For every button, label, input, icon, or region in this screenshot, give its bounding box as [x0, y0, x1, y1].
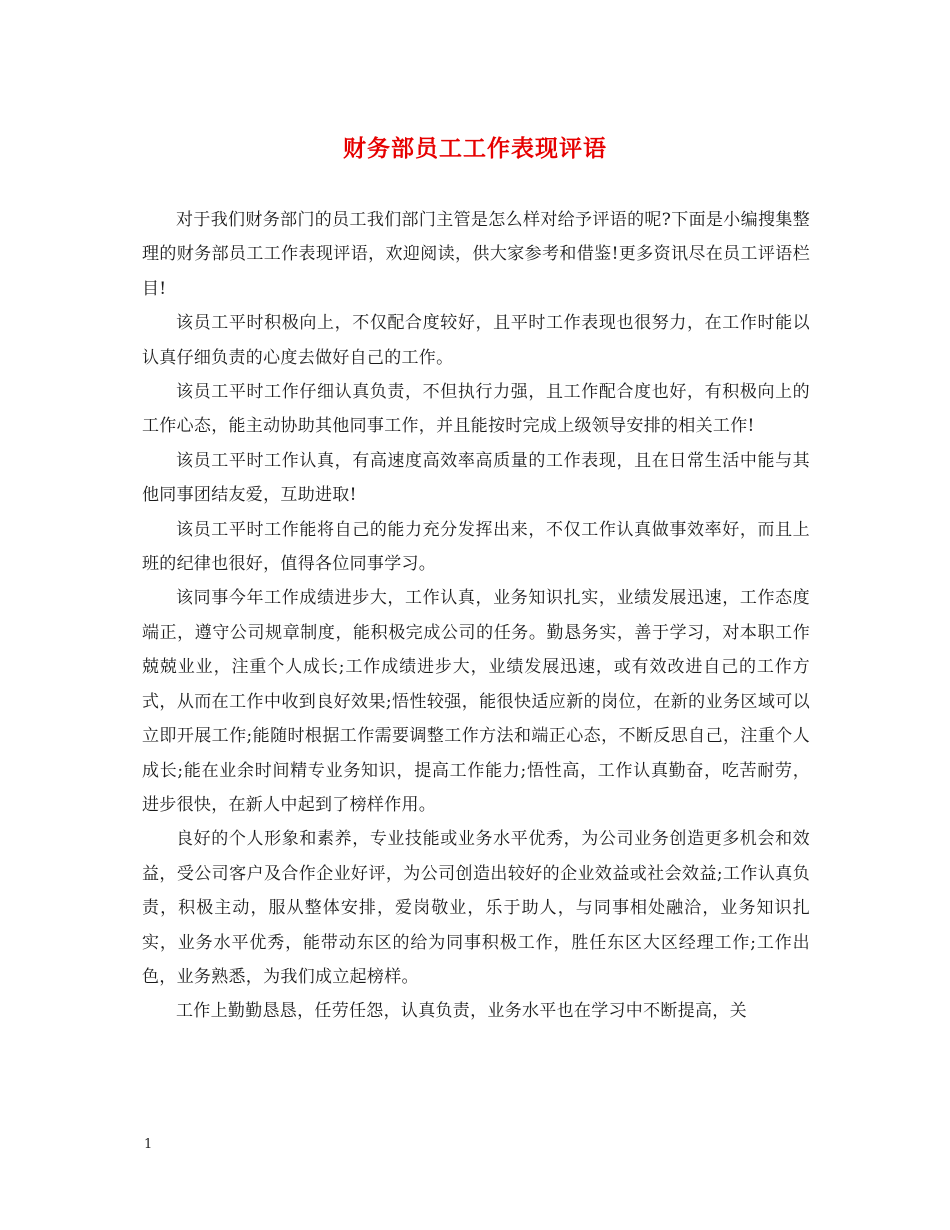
document-body [142, 203, 810, 1029]
paragraph-intro: 对于我们财务部门的员工我们部门主管是怎么样对给予评语的呢?下面是小编搜集整理的财务部员工工作表现评语，欢迎阅读，供大家参考和借鉴!更多资讯尽在员工评语栏目! [142, 210, 810, 299]
paragraph-comment-3: 该员工平时工作认真，有高速度高效率高质量的工作表现，且在日常生活中能与其他同事团结友爱，互助进取! [142, 450, 810, 506]
paragraph-comment-5: 该同事今年工作成绩进步大，工作认真，业务知识扎实，业绩发展迅速，工作态度端正，遵守公司规章制度，能积极完成公司的任务。勤恳务实，善于学习，对本职工作兢兢业业，注重个人成长;工作成绩进步大，业绩发展迅速，或有效改进自己的工作方式，从而在工作中收到良好效果;悟性较强，能很快适应新的岗位，在新的业务区域可以立即开展工作;能随时根据工作需要调整工作方法和端正心态，不断反思自己，注重个人成长;能在业余时间精专业务知识，提高工作能力;悟性高，工作认真勤奋，吃苦耐劳，进步很快，在新人中起到了榜样作用。 [142, 588, 810, 815]
paragraph-comment-1: 该员工平时积极向上，不仅配合度较好，且平时工作表现也很努力，在工作时能以认真仔细负责的心度去做好自己的工作。 [142, 313, 810, 368]
paragraph-comment-6: 良好的个人形象和素养，专业技能或业务水平优秀，为公司业务创造更多机会和效益，受公司客户及合作企业好评，为公司创造出较好的企业效益或社会效益;工作认真负责，积极主动，服从整体安排，爱岗敬业，乐于助人，与同事相处融洽，业务知识扎实，业务水平优秀，能带动东区的给为同事积极工作，胜任东区大区经理工作;工作出色，业务熟悉，为我们成立起榜样。 [142, 829, 810, 987]
page-number: 1 [144, 1137, 153, 1152]
document-title: 财务部员工工作表现评语 [343, 135, 607, 162]
paragraph-comment-2: 该员工平时工作仔细认真负责，不但执行力强，且工作配合度也好，有积极向上的工作心态，能主动协助其他同事工作，并且能按时完成上级领导安排的相关工作! [142, 382, 810, 437]
paragraph-comment-7: 工作上勤勤恳恳，任劳任怨，认真负责，业务水平也在学习中不断提高，关 [176, 1001, 747, 1022]
paragraph-comment-4: 该员工平时工作能将自己的能力充分发挥出来，不仅工作认真做事效率好，而且上班的纪律也很好，值得各位同事学习。 [142, 519, 810, 575]
